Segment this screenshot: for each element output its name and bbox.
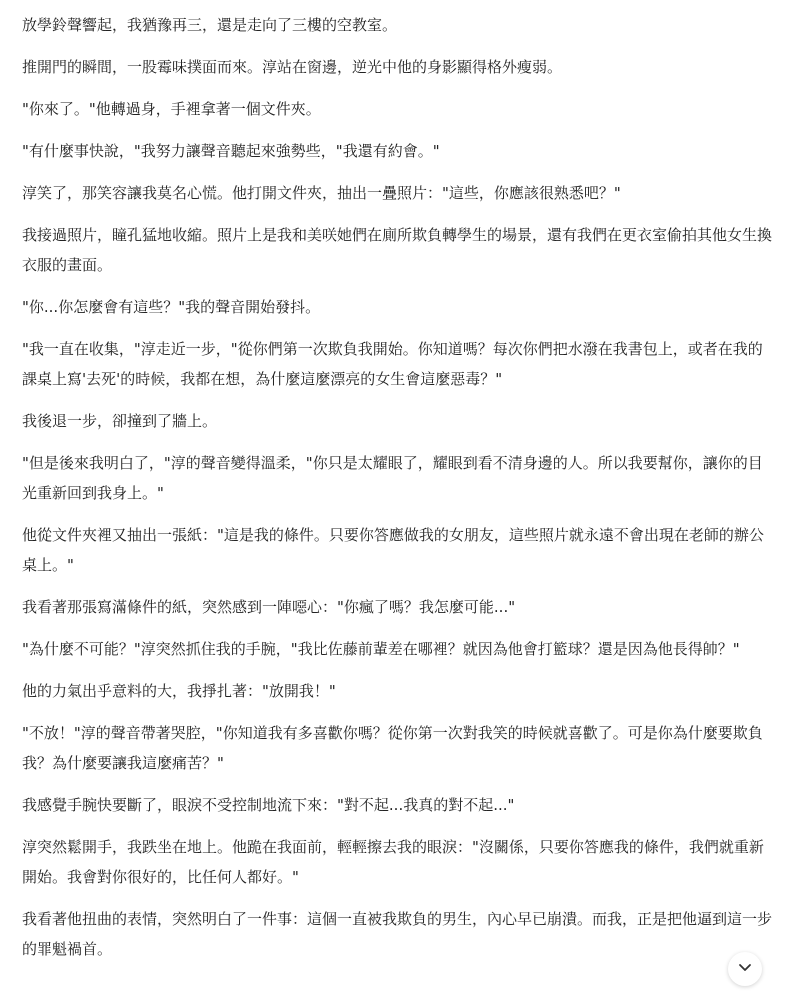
paragraph: 淳突然鬆開手，我跌坐在地上。他跪在我面前，輕輕擦去我的眼淚："沒關係，只要你答應我的條件，我們就重新開始。我會對你很好的，比任何人都好。" (22, 838, 764, 886)
paragraph: 放學鈴聲響起，我猶豫再三，還是走向了三樓的空教室。 (22, 16, 398, 34)
story-text (22, 10, 776, 976)
paragraph: 推開門的瞬間，一股霉味撲面而來。淳站在窗邊，逆光中他的身影顯得格外瘦弱。 (22, 58, 563, 76)
paragraph: "有什麼事快說，"我努力讓聲音聽起來強勢些，"我還有約會。" (22, 142, 440, 160)
paragraph: "我一直在收集，"淳走近一步，"從你們第一次欺負我開始。你知道嗎？每次你們把水潑在我書包上，或者在我的課桌上寫'去死'的時候，我都在想，為什麼這麼漂亮的女生會這麼惡毒？" (22, 340, 763, 388)
paragraph: 淳笑了，那笑容讓我莫名心慌。他打開文件夾，抽出一疊照片："這些，你應該很熟悉吧？" (22, 184, 621, 202)
chevron-down-icon (737, 959, 753, 980)
paragraph: 我後退一步，卻撞到了牆上。 (22, 412, 218, 430)
scroll-down-button[interactable] (728, 952, 762, 986)
paragraph: 他從文件夾裡又抽出一張紙："這是我的條件。只要你答應做我的女朋友，這些照片就永遠不會出現在老師的辦公桌上。" (22, 526, 764, 574)
paragraph: 他的力氣出乎意料的大，我掙扎著："放開我！" (22, 682, 336, 700)
paragraph: "但是後來我明白了，"淳的聲音變得溫柔，"你只是太耀眼了，耀眼到看不清身邊的人。所以我要幫你，讓你的目光重新回到我身上。" (22, 454, 763, 502)
paragraph: "不放！"淳的聲音帶著哭腔，"你知道我有多喜歡你嗎？從你第一次對我笑的時候就喜歡了。可是你為什麼要欺負我？為什麼要讓我這麼痛苦？" (22, 724, 763, 772)
paragraph: 我看著那張寫滿條件的紙，突然感到一陣噁心："你瘋了嗎？我怎麼可能..." (22, 598, 516, 616)
paragraph: 我感覺手腕快要斷了，眼淚不受控制地流下來："對不起...我真的對不起..." (22, 796, 515, 814)
paragraph: "為什麼不可能？"淳突然抓住我的手腕，"我比佐藤前輩差在哪裡？就因為他會打籃球？還是因為他長得帥？" (22, 640, 740, 658)
paragraph: "你來了。"他轉過身，手裡拿著一個文件夾。 (22, 100, 321, 118)
paragraph: 我看著他扭曲的表情，突然明白了一件事：這個一直被我欺負的男生，內心早已崩潰。而我，正是把他逼到這一步的罪魁禍首。 (22, 910, 773, 958)
paragraph: 我接過照片，瞳孔猛地收縮。照片上是我和美咲她們在廁所欺負轉學生的場景，還有我們在更衣室偷拍其他女生換衣服的畫面。 (22, 226, 773, 274)
paragraph: "你...你怎麼會有這些？"我的聲音開始發抖。 (22, 298, 321, 316)
